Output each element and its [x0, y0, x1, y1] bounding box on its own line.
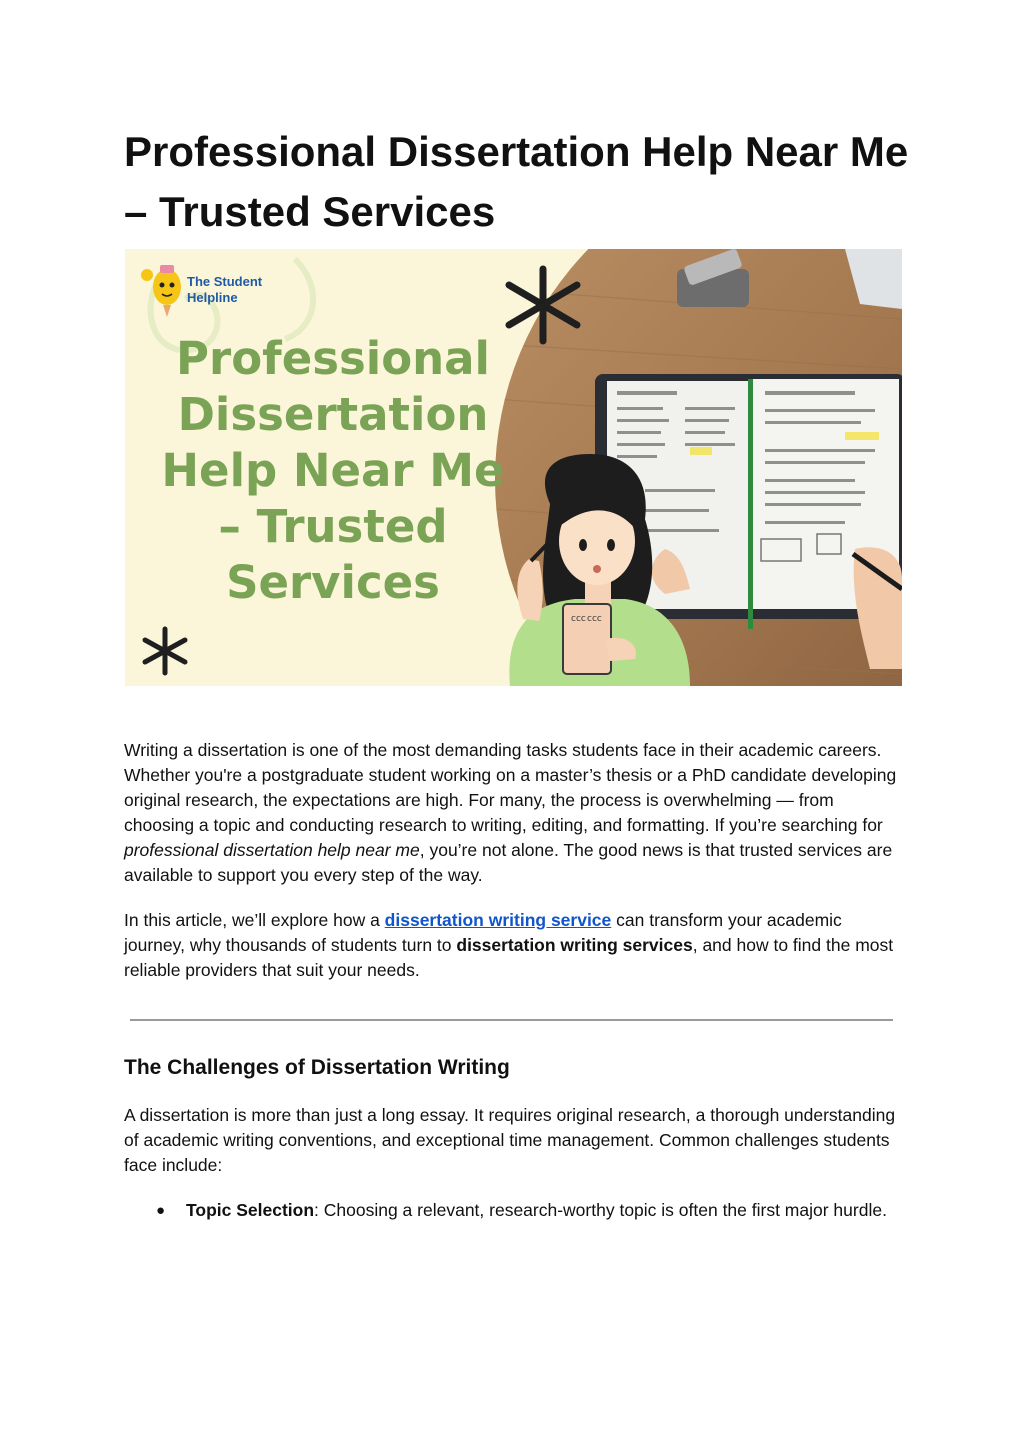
banner-heading-line-3: Help Near Me	[161, 444, 505, 497]
intro-p2-after: , and how to find the most reliable providers that suit your needs.	[124, 935, 894, 980]
section-heading: The Challenges of Dissertation Writing	[124, 1056, 510, 1079]
page-title: Professional Dissertation Help Near Me – Trusted Services	[124, 128, 909, 235]
list-item-text: : Choosing a relevant, research-worthy topic is often the first major hurdle.	[314, 1200, 887, 1220]
intro-paragraph-1	[124, 738, 906, 888]
intro-p2-before: In this article, we’ll explore how a	[124, 910, 385, 930]
banner-heading-line-1: Professional	[176, 332, 490, 385]
logo-line-2: Helpline	[187, 290, 238, 305]
banner-image	[125, 249, 902, 686]
svg-text:ccc: ccc	[587, 614, 602, 624]
list-item	[124, 1198, 906, 1223]
section-paragraph: A dissertation is more than just a long essay. It requires original research, a thorough understanding of academic writing conventions, and exceptional time management. Common challenges students face include:	[124, 1105, 896, 1175]
intro-paragraph-2	[124, 908, 906, 983]
intro-p1-before: Writing a dissertation is one of the most demanding tasks students face in their academic careers. Whether you're a postgraduate student working on a master’s thesis or a PhD candidate developing original research, the expectations are high. For many, the process is overwhelming — from choosing a topic and conducting research to writing, editing, and formatting. If you’re searching for	[124, 740, 897, 835]
svg-text:ccc: ccc	[571, 614, 586, 624]
banner-heading-line-4: – Trusted	[218, 500, 448, 553]
logo-line-1: The Student	[187, 274, 263, 289]
section-divider	[130, 1019, 893, 1021]
list-item-term: Topic Selection	[186, 1200, 315, 1220]
intro-p2-middle: can transform your academic journey, why thousands of students turn to	[124, 910, 842, 955]
banner-heading-line-5: Services	[226, 556, 440, 609]
dissertation-service-link[interactable]: dissertation writing service	[384, 910, 612, 930]
challenges-list	[124, 1198, 906, 1223]
intro-p1-italic: professional dissertation help near me	[124, 840, 420, 860]
bullet-icon: ●	[156, 1202, 166, 1219]
intro-p2-bold: dissertation writing services	[456, 935, 693, 955]
intro-p1-after: , you’re not alone. The good news is that trusted services are available to support you every step of the way.	[124, 840, 893, 885]
banner-heading-line-2: Dissertation	[177, 388, 489, 441]
